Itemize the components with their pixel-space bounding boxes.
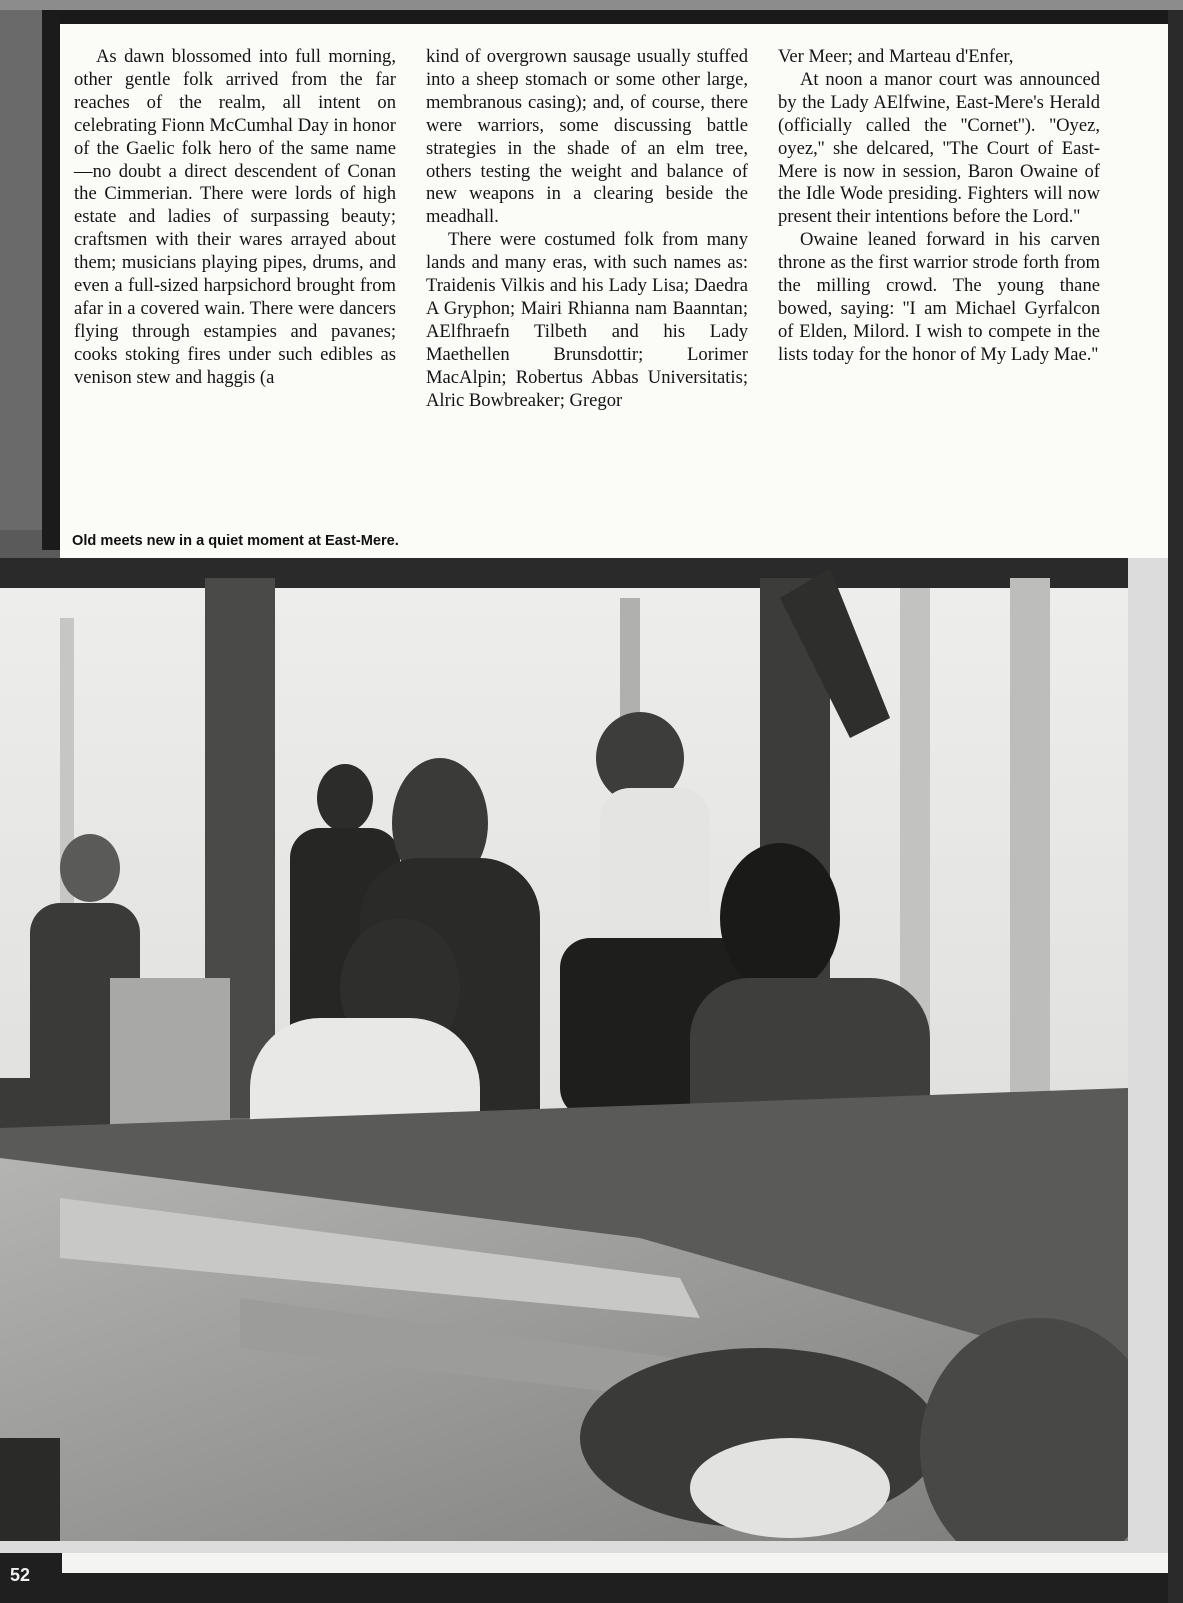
page-top-band [0, 10, 1183, 24]
column-2-paragraph-1: kind of overgrown sausage usually stuffed into a sheep stomach or some other large, membranous casing); and, of course, there were warriors, some discussing battle strategies in the shade of an elm tree, others testing the weight and balance of new weapons in a clearing beside the meadhall. [426, 46, 748, 228]
article-text-panel [60, 24, 1168, 558]
photo-illustration [0, 558, 1128, 1541]
article-column-1 [74, 46, 396, 390]
page-left-border-inner [42, 10, 60, 550]
column-1-paragraph-1: As dawn blossomed into full morning, other gentle folk arrived from the far reaches of the realm, all intent on celebrating Fionn McCumhal Day in honor of the Gaelic folk hero of the same name—no doubt a direct descendent of Conan the Cimmerian. There were lords of high estate and ladies of surpassing beauty; craftsmen with their wares arrayed about them; musicians playing pipes, drums, and even a full-sized harpsichord brought from afar in a covered wain. There were dancers flying through estampies and pavanes; cooks stoking fires under such edibles as venison stew and haggis (a [74, 46, 396, 388]
page-right-border [1168, 10, 1183, 1603]
photo-frame [0, 558, 1168, 1553]
page-bottom-strip [62, 1553, 1168, 1573]
column-3-paragraph-1: Ver Meer; and Marteau d'Enfer, [778, 46, 1014, 67]
page-top-edge [0, 0, 1183, 10]
article-column-3 [778, 46, 1100, 367]
column-3-paragraph-2: At noon a manor court was announced by the Lady AElfwine, East-Mere's Herald (officially called the ''Cornet''). ''Oyez, oyez,'' she delcared, ''The Court of East-Mere is now in session, Baron Owaine of the Idle Wode presiding. Fighters will now present their intentions before the Lord.'' [778, 68, 1100, 228]
photo-people-at-table [0, 558, 1128, 1541]
page-number: 52 [10, 1565, 31, 1585]
photo-caption: Old meets new in a quiet moment at East-Mere. [72, 533, 399, 549]
column-3-paragraph-3: Owaine leaned forward in his carven throne as the first warrior strode forth from the milling crowd. The young thane bowed, saying: ''I am Michael Gyrfalcon of Elden, Milord. I wish to compete in the lists today for the honor of My Lady Mae.'' [778, 229, 1100, 365]
article-column-2 [426, 46, 748, 413]
column-2-paragraph-2: There were costumed folk from many lands and many eras, with such names as: Traidenis Vilkis and his Lady Lisa; Daedra A Gryphon; Mairi Rhianna nam Baanntan; AElfhraefn Tilbeth and his Lady Maethellen Brunsdottir; Lorimer MacAlpin; Robertus Abbas Universitatis; Alric Bowbreaker; Gregor [426, 229, 748, 411]
